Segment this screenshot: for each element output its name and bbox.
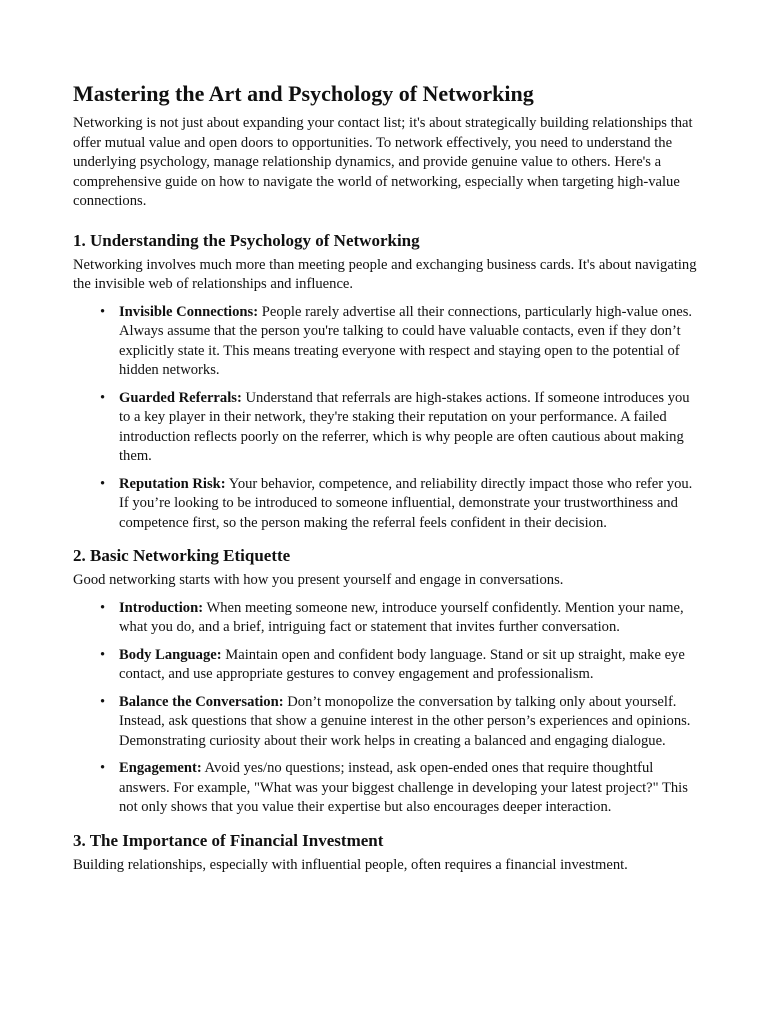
section-heading: 2. Basic Networking Etiquette bbox=[73, 546, 291, 565]
bullet-list bbox=[73, 303, 698, 534]
list-item-text: When meeting someone new, introduce yourself confidently. Mention your name, what you do, and a brief, intriguing fact or statement that invites further conversation. bbox=[119, 599, 684, 635]
section-intro: Good networking starts with how you present yourself and engage in conversations. bbox=[73, 572, 564, 588]
bullet-icon: • bbox=[100, 303, 106, 320]
bullet-icon: • bbox=[100, 389, 106, 406]
section-heading: 3. The Importance of Financial Investment bbox=[73, 830, 384, 850]
list-item-text: Avoid yes/no questions; instead, ask open-ended ones that require thoughtful answers. For example, "What was your biggest challenge in developing your latest project?" This not only shows that you value their expertise but also encourages deeper interaction. bbox=[119, 760, 688, 815]
list-item-text: Don’t monopolize the conversation by talking only about yourself. Instead, ask questions that show a genuine interest in the other person’s experiences and opinions. Demonstrating curiosity about their work helps in creating a balanced and engaging dialogue. bbox=[119, 693, 691, 749]
bullet-list bbox=[73, 599, 698, 818]
bullet-icon: • bbox=[100, 760, 106, 776]
list-item bbox=[73, 389, 698, 467]
bullet-icon: • bbox=[100, 646, 106, 663]
list-item bbox=[73, 646, 698, 685]
list-item-term: Guarded Referrals: bbox=[119, 389, 242, 406]
list-item-term: Engagement: bbox=[119, 760, 202, 776]
bullet-icon: • bbox=[100, 599, 106, 616]
list-item-term: Body Language: bbox=[119, 646, 222, 663]
list-item-text: Your behavior, competence, and reliability directly impact those who refer you. If you’re looking to be introduced to someone influential, demonstrate your trustworthiness and competence first, so the person making the referral feels confident in their decision. bbox=[119, 475, 693, 531]
section-psychology bbox=[73, 230, 698, 534]
section-intro: Networking involves much more than meeting people and exchanging business cards. It's about navigating the invisible web of relationships and influence. bbox=[73, 256, 697, 292]
document-page bbox=[73, 80, 698, 887]
list-item bbox=[73, 599, 698, 638]
section-heading: 1. Understanding the Psychology of Networking bbox=[73, 230, 420, 250]
list-item-term: Invisible Connections: bbox=[119, 303, 259, 320]
document-title: Mastering the Art and Psychology of Networking bbox=[73, 81, 534, 106]
bullet-icon: • bbox=[100, 475, 106, 492]
list-item-text: People rarely advertise all their connections, particularly high-value ones. Always assume that the person you're talking to could have valuable contacts, even if they don’t explicitly state it. This means treating everyone with respect and staying open to the potential of hidden networks. bbox=[119, 303, 693, 378]
list-item-term: Introduction: bbox=[119, 599, 204, 616]
section-etiquette bbox=[73, 545, 698, 818]
bullet-icon: • bbox=[100, 693, 106, 710]
list-item bbox=[73, 759, 698, 818]
intro-paragraph: Networking is not just about expanding your contact list; it's about strategically building relationships that offer mutual value and open doors to opportunities. To network effectively, you need to understand the underlying psychology, manage relationship dynamics, and provide genuine value to others. Here's a comprehensive guide on how to navigate the world of networking, especially when targeting high-value connections. bbox=[73, 115, 693, 209]
list-item-text: Understand that referrals are high-stakes actions. If someone introduces you to a key player in their network, they're staking their reputation on your performance. A failed introduction reflects poorly on the referrer, which is why people are often cautious about making them. bbox=[119, 389, 690, 464]
list-item-text: Maintain open and confident body language. Stand or sit up straight, make eye contact, and use appropriate gestures to convey engagement and professionalism. bbox=[119, 646, 685, 682]
list-item bbox=[73, 475, 698, 534]
section-intro: Building relationships, especially with influential people, often requires a financial investment. bbox=[73, 856, 628, 873]
list-item bbox=[73, 303, 698, 381]
list-item-term: Balance the Conversation: bbox=[119, 693, 284, 710]
section-financial-investment bbox=[73, 830, 698, 876]
list-item-term: Reputation Risk: bbox=[119, 475, 226, 492]
list-item bbox=[73, 693, 698, 752]
